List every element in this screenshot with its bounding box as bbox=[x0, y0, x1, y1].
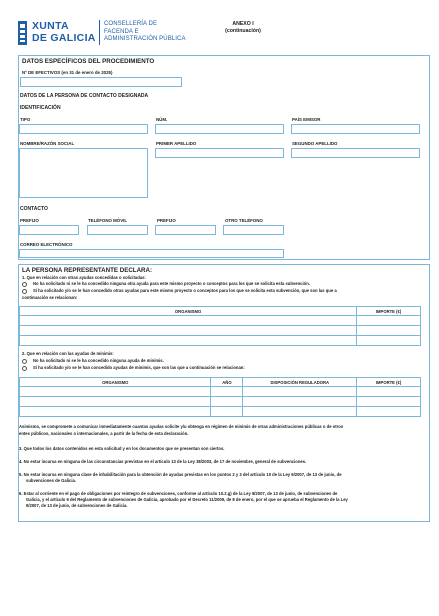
tipo-label: TIPO bbox=[20, 117, 31, 122]
prefijo2-label: PREFIJO bbox=[157, 218, 176, 223]
item1-no-radio[interactable] bbox=[22, 282, 27, 287]
otro-telefono-label: OTRO TELÉFONO bbox=[225, 218, 263, 223]
column-header: IMPORTE (€) bbox=[357, 307, 421, 316]
primer-apellido-input[interactable] bbox=[155, 148, 284, 158]
prefijo2-input[interactable] bbox=[155, 225, 216, 235]
email-label: CORREO ELECTRÓNICO bbox=[20, 242, 73, 247]
galicia-crest-icon bbox=[18, 21, 27, 45]
declaration-item6-line2: Galicia, y el artículo 9 del Reglamento de subvenciones de Galicia, aprobado por el Decreto 11/2009, de 8 de enero, por el que se aprueba el Reglamento de la Ley bbox=[26, 497, 348, 502]
dept-line3: ADMINISTRACIÓN PÚBLICA bbox=[104, 36, 186, 42]
minimis-aids-table bbox=[19, 377, 421, 417]
num-input[interactable] bbox=[155, 124, 284, 134]
item2-no-label: No ha solicitado ni se le ha concedido ninguna ayuda de minimis. bbox=[33, 358, 164, 363]
segundo-apellido-label: SEGUNDO APELLIDO bbox=[292, 141, 338, 146]
department-name bbox=[104, 21, 186, 44]
nombre-input[interactable] bbox=[19, 148, 148, 198]
pais-label: PAÍS EMISOR bbox=[292, 117, 321, 122]
column-header: AÑO bbox=[211, 378, 243, 387]
email-input[interactable] bbox=[19, 249, 284, 258]
table-cell[interactable] bbox=[357, 326, 421, 336]
column-header: DISPOSICIÓN REGULADORA bbox=[243, 378, 357, 387]
otro-telefono-input[interactable] bbox=[223, 225, 284, 235]
annex-title: ANEXO I bbox=[232, 21, 254, 27]
declaration-title: LA PERSONA REPRESENTANTE DECLARA: bbox=[22, 267, 153, 274]
declaration-item1: 1. Que en relación con otras ayudas concedidas o solicitadas: bbox=[22, 275, 146, 280]
logo-divider bbox=[99, 20, 100, 45]
declaration-item2: 2. Que en relación con las ayudas de minimis: bbox=[22, 351, 114, 356]
declaration-item6-line1: 6. Estar al corriente en el pago de obligaciones por reintegro de subvenciones, conforme al artículo 10.2.g) de la Ley 9/2007, de 13 de junio, de subvenciones de bbox=[19, 491, 338, 496]
item2-yes-label: Sí ha solicitado y/o se le han concedido ayudas de minimis, que son las que a continuación se relacionan: bbox=[33, 365, 245, 370]
segundo-apellido-input[interactable] bbox=[291, 148, 420, 158]
table-header-row bbox=[20, 378, 421, 387]
table-cell[interactable] bbox=[357, 336, 421, 346]
item1-yes-label-cont: continuación se relacionan: bbox=[22, 295, 78, 300]
declaration-item4: 4. No estar incursa en ninguna de las circunstancias previstas en el artículo 13 de la Ley 38/2003, de 17 de noviembre, general de subvenciones. bbox=[19, 459, 307, 464]
commitment-line1: Asimismo, se compromete a comunicar inmediatamente cuantas ayudas solicite y/u obtenga en régimen de minimis de otras administraciones públicas o de otros bbox=[19, 424, 344, 429]
table-cell[interactable] bbox=[20, 336, 357, 346]
primer-apellido-label: PRIMER APELLIDO bbox=[156, 141, 197, 146]
tipo-input[interactable] bbox=[19, 124, 148, 134]
column-header: ORGANISMO bbox=[20, 307, 357, 316]
logo-line2: DE GALICIA bbox=[32, 32, 96, 44]
table-cell[interactable] bbox=[211, 397, 243, 407]
item1-no-label: No ha solicitado ni se le ha concedido ninguna otra ayuda para este mismo proyecto o conceptos para los que se solicita esta subvención. bbox=[33, 281, 310, 286]
other-aids-table bbox=[19, 306, 421, 346]
logo-line1: XUNTA bbox=[32, 20, 69, 32]
num-label: NÚM. bbox=[156, 117, 168, 122]
item2-no-radio[interactable] bbox=[22, 359, 27, 364]
table-cell[interactable] bbox=[20, 326, 357, 336]
employees-label: Nº DE EFECTIVOS (en 31 de enero de 2025) bbox=[22, 70, 113, 75]
dept-line1: CONSELLERÍA DE bbox=[104, 21, 158, 27]
movil-input[interactable] bbox=[87, 225, 148, 235]
prefijo1-label: PREFIJO bbox=[20, 218, 39, 223]
table-cell[interactable] bbox=[211, 407, 243, 417]
declaration-item5-line2: subvenciones de Galicia. bbox=[26, 478, 77, 483]
table-cell[interactable] bbox=[243, 407, 357, 417]
table-cell[interactable] bbox=[20, 397, 211, 407]
table-cell[interactable] bbox=[357, 316, 421, 326]
commitment-line2: entes públicos, nacionales o internacionales, a partir de la fecha de esta declaración. bbox=[19, 431, 189, 436]
contact-person-heading: DATOS DE LA PERSONA DE CONTACTO DESIGNADA bbox=[20, 93, 149, 99]
nombre-label: NOMBRE/RAZÓN SOCIAL bbox=[20, 141, 75, 146]
table-cell[interactable] bbox=[357, 407, 421, 417]
annex-subtitle: (continuación) bbox=[225, 28, 261, 34]
table-cell[interactable] bbox=[211, 387, 243, 397]
item1-yes-radio[interactable] bbox=[22, 289, 27, 294]
column-header: ORGANISMO bbox=[20, 378, 211, 387]
employees-input[interactable] bbox=[20, 77, 182, 87]
item1-yes-label: Sí ha solicitado y/o se le han concedido otras ayudas para este mismo proyecto o conceptos para los que se solicita esta subvención, que son las que a bbox=[33, 288, 337, 293]
table-cell[interactable] bbox=[357, 387, 421, 397]
table-cell[interactable] bbox=[20, 407, 211, 417]
prefijo1-input[interactable] bbox=[19, 225, 79, 235]
column-header: IMPORTE (€) bbox=[357, 378, 421, 387]
identification-heading: IDENTIFICACIÓN bbox=[20, 105, 61, 111]
declaration-item3: 3. Que todos los datos contenidos en esta solicitud y en los documentos que se presentan son ciertos. bbox=[19, 446, 225, 451]
table-row bbox=[20, 326, 421, 336]
declaration-item6-line3: 9/2007, de 13 de junio, de subvenciones de Galicia. bbox=[26, 503, 128, 508]
table-cell[interactable] bbox=[243, 387, 357, 397]
table-row bbox=[20, 316, 421, 326]
table-row bbox=[20, 336, 421, 346]
table-row bbox=[20, 407, 421, 417]
table-row bbox=[20, 397, 421, 407]
table-cell[interactable] bbox=[20, 387, 211, 397]
movil-label: TELÉFONO MÓVIL bbox=[88, 218, 128, 223]
xunta-logo bbox=[32, 20, 96, 44]
contacto-heading: CONTACTO bbox=[20, 206, 48, 212]
pais-input[interactable] bbox=[291, 124, 420, 134]
declaration-item5-line1: 5. No estar incursa en ninguna clase de inhabilitación para la obtención de ayudas previstas en los puntos 2 y 3 del artículo 10 de la Ley 9/2007, de 13 de junio, de bbox=[19, 472, 342, 477]
table-header-row bbox=[20, 307, 421, 316]
dept-line2: FACENDA E bbox=[104, 28, 139, 35]
specific-data-title: DATOS ESPECÍFICOS DEL PROCEDIMIENTO bbox=[22, 58, 155, 65]
table-cell[interactable] bbox=[243, 397, 357, 407]
table-row bbox=[20, 387, 421, 397]
item2-yes-radio[interactable] bbox=[22, 366, 27, 371]
table-cell[interactable] bbox=[357, 397, 421, 407]
table-cell[interactable] bbox=[20, 316, 357, 326]
annex-heading bbox=[200, 20, 286, 36]
